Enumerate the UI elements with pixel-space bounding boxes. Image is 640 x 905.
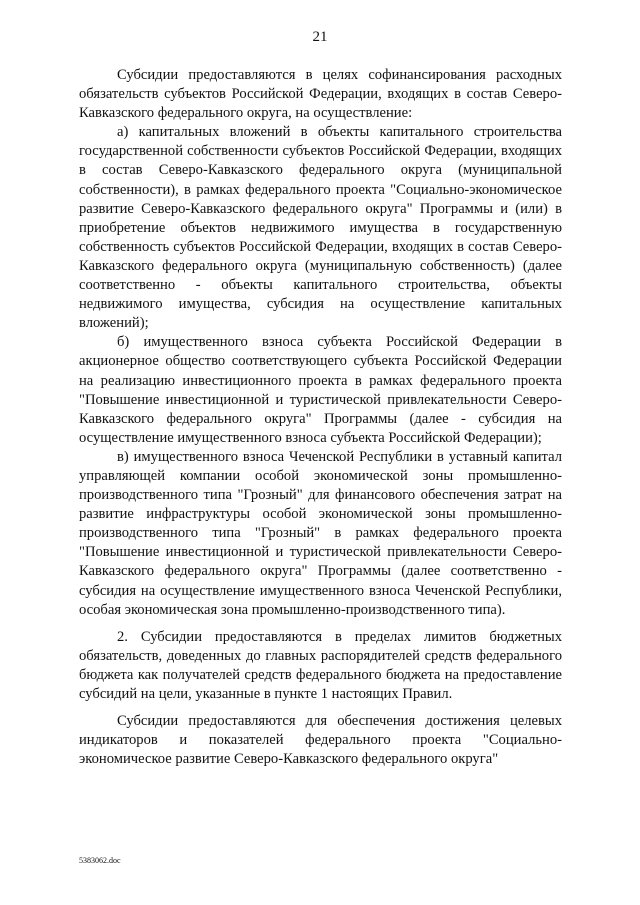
document-code: 5383062.doc <box>79 856 121 865</box>
page-number: 21 <box>312 29 328 45</box>
paragraph-item-b: б) имущественного взноса субъекта Российской Федерации в акционерное общество соответствующего субъекта Российской Федерации на реализацию инвестиционного проекта в рамках федерального проекта "Повышение инвестиционной и туристической привлекательности Северо-Кавказского федерального округа" Программы (далее - субсидия на осуществление имущественного взноса субъекта Российской Федерации); <box>79 334 562 446</box>
paragraph-targets: Субсидии предоставляются для обеспечения достижения целевых индикаторов и показателей федерального проекта "Социально-экономическое развитие Северо-Кавказского федерального округа" <box>79 713 562 768</box>
paragraph-item-a: а) капитальных вложений в объекты капитального строительства государственной собственности субъектов Российской Федерации, входящих в состав Северо-Кавказского федерального округа (муниципальной собственности), в рамках федерального проекта "Социально-экономическое развитие Северо-Кавказского федерального округа" Программы и (или) в приобретение объектов недвижимого имущества в государственную собственность субъектов Российской Федерации, входящих в состав Северо-Кавказского федерального округа (муниципальную собственность) (далее соответственно - объекты капитального строительства, объекты недвижимого имущества, субсидия на осуществление капитальных вложений); <box>79 124 562 332</box>
paragraph-section-2: 2. Субсидии предоставляются в пределах лимитов бюджетных обязательств, доведенных до главных распорядителей средств федерального бюджета как получателей средств федерального бюджета на предоставление субсидий на цели, указанные в пункте 1 настоящих Правил. <box>79 628 562 702</box>
document-body <box>79 66 562 769</box>
paragraph-intro: Субсидии предоставляются в целях софинансирования расходных обязательств субъектов Российской Федерации, входящих в состав Северо-Кавказского федерального округа, на осуществление: <box>79 67 562 122</box>
paragraph-item-v: в) имущественного взноса Чеченской Республики в уставный капитал управляющей компании особой экономической зоны промышленно-производственного типа "Грозный" для финансового обеспечения затрат на развитие инфраструктуры особой экономической зоны промышленно-производственного типа "Грозный" в рамках федерального проекта "Повышение инвестиционной и туристической привлекательности Северо-Кавказского федерального округа" Программы (далее соответственно - субсидия на осуществление имущественного взноса Чеченской Республики, особая экономическая зона промышленно-производственного типа). <box>79 448 562 618</box>
